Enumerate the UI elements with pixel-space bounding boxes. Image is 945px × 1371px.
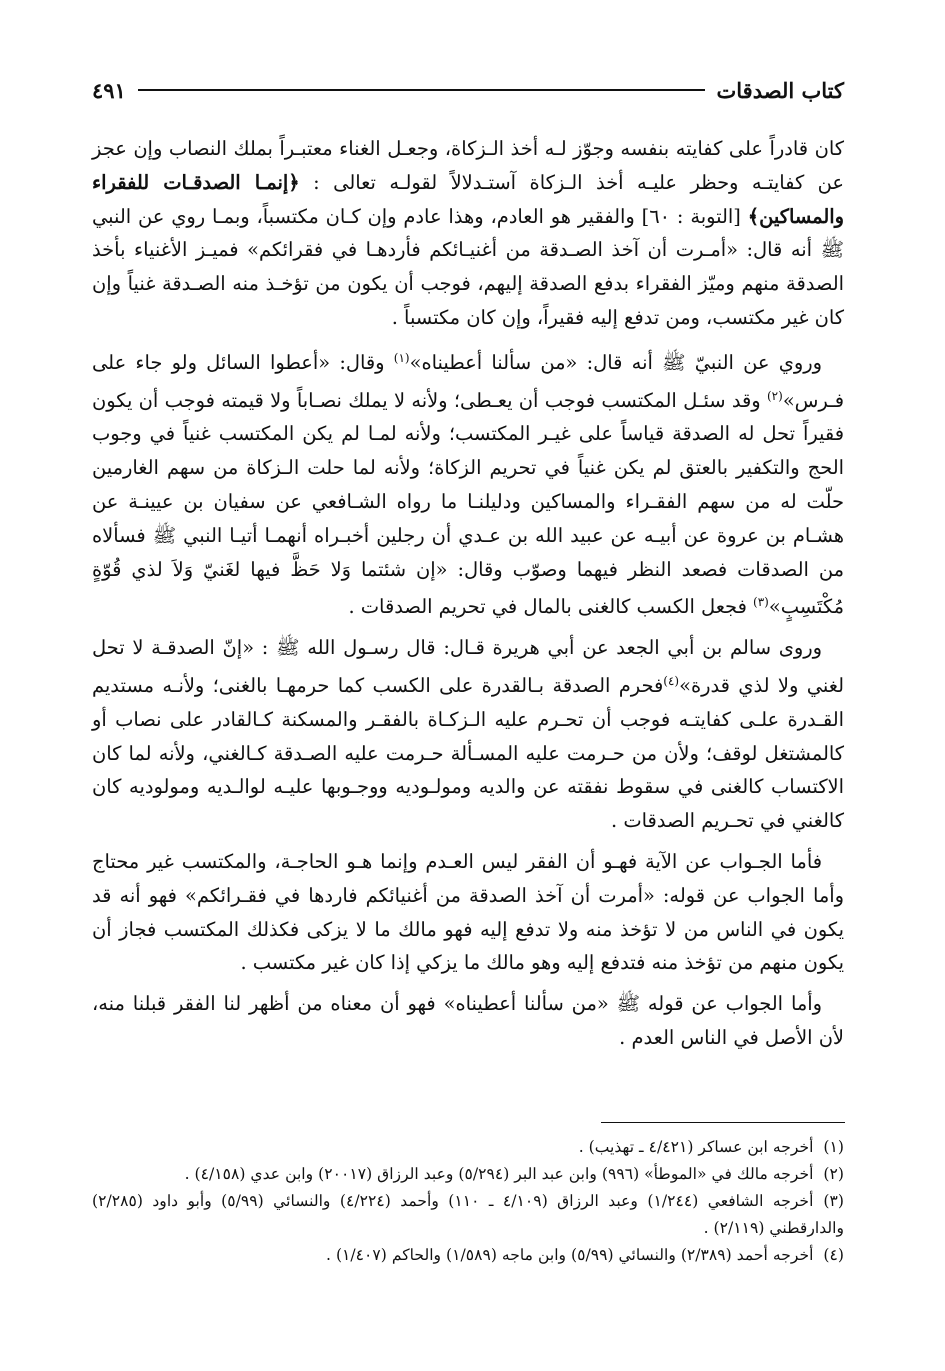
footnote-ref-1: (١) xyxy=(393,350,410,365)
page-number: ٤٩١ xyxy=(92,77,126,103)
paragraph-text: فحرم الصدقة بـالقدرة على الكسب كما حرمهـا بالغنى؛ ولأنـه مستديم القـدرة علـى كفايتـه فوجب أن تحـرم عليه الـزكـاة بالفقـر والمسكنة كـالقادر على نصاب أو كالمشتغل لوقف؛ ولأن من حـرمت عليه المسـألة حـرمت عليه الصـدقة كـالغني، ولأنه لما كان الاكتساب كالغنى في سقوط نفقته عن والديه ومولـوديه ووجـوبها عليـه لوالـديه ومولوديه كان كالغني في تحـريم الصدقات . xyxy=(92,673,844,833)
footnote-3 xyxy=(92,1188,844,1242)
paragraph-4: فأما الجـواب عن الآية فهـو أن الفقر ليس العـدم وإنما هـو الحاجـة، والمكتسب غير محتاج وأما الجواب عن قوله: «أمرت أن آخذ الصدقة من أغنيائكم فاردها في فقـرائكم» فهو أنه قد يكون في الناس من لا تؤخذ منه ولا تدفع إليه فهو مالك ما لا يزكى فكذلك المكتسب فجاز أن يكون منهم من تؤخذ منه فتدفع إليه وهو مالك ما يزكي إذا كان غير مكتسب . xyxy=(92,849,844,975)
footnotes xyxy=(92,1134,844,1269)
main-text xyxy=(92,132,844,1062)
footnote-number: (٣) xyxy=(823,1192,844,1210)
footnote-number: (٢) xyxy=(823,1165,844,1183)
paragraph-text: وقد سئـل المكتسب فوجب أن يعـطى؛ ولأنه لا يملك نصـاباً ولا قيمته فوجب أن يكون فقيراً تحل له الصدقة قياساً على غيـر المكتسب؛ ولأنه لمـا لم يكن المكتسب غنياً في وجوب الحج والتكفير بالعتق لم يكن غنياً في تحريم الزكاة؛ ولأنه لما حلت الـزكاة من سهم الغارمين حلّت له من سهم الفقـراء والمساكين ودليلنـا ما رواه الشـافعي عن سفيان بن عيينـة عن هشـام بن عروة عن أبيـه عن عبيد الله بن عـدي أن رجلين أخبـراه أنهمـا أتيـا النبي ﷺ فسألاه من الصدقات فصعد النظر فيهما وصوّب وقال: «إن شئتما وَلا حَظَّ فيها لغَنيّ وَلاَ لذي قُوّةٍ مُكْتَسِبٍ» xyxy=(92,388,844,619)
footnote-text: أخرجه أحمد (٢/٣٨٩) والنسائي (٥/٩٩) وابن ماجه (١/٥٨٩) والحاكم (١/٤٠٧) . xyxy=(326,1246,814,1264)
paragraph-text: وروى سالم بن أبي الجعد عن أبي هريرة قـال: قال رسـول الله ﷺ : «إنّ الصدقـة لا تحل لغني ولا لذي قدرة» xyxy=(92,636,844,697)
chapter-title: كتاب الصدقات xyxy=(716,77,844,103)
footnote-text: أخرجه ابن عساكر (٤/٤٢١ ـ تهذيب) . xyxy=(578,1138,814,1156)
footnote-2 xyxy=(92,1161,844,1188)
paragraph-text: كان قادراً على كفايته بنفسه وجوّز لـه أخذ الـزكاة، وجعـل الغناء معتبـراً بملك النصاب وإن عجز عن كفايتـه وحظر عليـه أخذ الـزكاة آستـدلالاً لقولـه تعالى : xyxy=(92,137,844,194)
footnote-4 xyxy=(92,1242,844,1269)
footnote-text: أخرجه مالك في «الموطأ» (٩٩٦) وابن عبد البر (٥/٢٩٤) وعبد الرزاق (٢٠٠١٧) وابن عدي (٤/١٥٨) . xyxy=(184,1165,814,1183)
paragraph-3 xyxy=(92,631,844,838)
paragraph-5: وأما الجواب عن قوله ﷺ «من سألنا أعطيناه» فهو أن معناه من أظهر لنا الفقر قبلنا منه، لأن الأصل في الناس العدم . xyxy=(92,992,844,1049)
quran-verse: ﴿إنمـا الصدقـات للفقراء والمساكين﴾ xyxy=(92,170,845,228)
paragraph-text: فجعل الكسب كالغنى بالمال في تحريم الصدقات . xyxy=(348,595,754,619)
paragraph-2 xyxy=(92,342,844,624)
footnote-separator xyxy=(601,1122,845,1123)
running-header xyxy=(92,70,844,110)
footnote-1 xyxy=(92,1134,844,1161)
header-rule xyxy=(138,89,705,91)
paragraph-text: [التوبة : ٦٠] والفقير هو العادم، وهذا عادم وإن كـان مكتسباً، وبمـا روي عن النبي ﷺ أنه قال: «أمـرت أن آخذ الصـدقة من أغنيـائكم فأردهـا في فقرائكم» فميـز الأغنياء بأخذ الصدقة منهم وميّز الفقراء بدفع الصدقة إليهم، فوجب أن يكون من تؤخـذ منه الصـدقة غنياً وإن كان غير مكتسب، ومن تدفع إليه فقيراً، وإن كان مكتسباً . xyxy=(92,204,844,329)
footnote-text: أخرجه الشافعي (١/٢٤٤) وعبد الرزاق (٤/١٠٩ ـ ١١٠) وأحمد (٤/٢٢٤) والنسائي (٥/٩٩) وأبو داود (٢/٢٨٥) والدارقطني (٢/١١٩) . xyxy=(92,1192,844,1237)
footnote-ref-3: (٣) xyxy=(753,595,769,610)
footnote-number: (١) xyxy=(823,1138,844,1156)
footnote-number: (٤) xyxy=(823,1246,844,1264)
footnote-ref-4: (٤) xyxy=(663,673,680,688)
paragraph-text: وقال: «أعطوا السائل ولو جاء على فـرس» xyxy=(92,350,844,412)
paragraph-1 xyxy=(92,132,844,335)
paragraph-text: وروي عن النبيّ ﷺ أنه قال: «من سألنا أعطيناه» xyxy=(409,350,822,374)
footnote-ref-2: (٢) xyxy=(766,388,783,403)
